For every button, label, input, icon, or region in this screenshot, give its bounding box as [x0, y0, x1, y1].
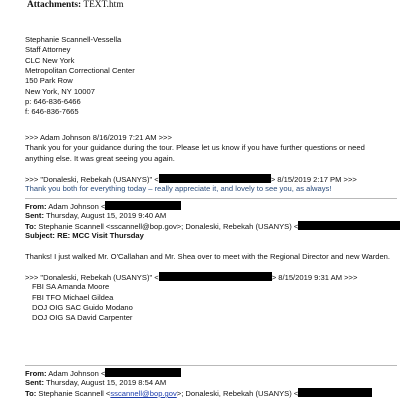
- signature-phone: p: 646-836-6466: [25, 97, 81, 106]
- signature-city: New York, NY 10007: [25, 87, 95, 96]
- reply-header-adam-johnson: >>> Adam Johnson 8/16/2019 7:21 AM >>>: [25, 133, 172, 142]
- email-sent-row: [25, 211, 166, 221]
- reply-header-end: > 8/15/2019 9:31 AM >>>: [271, 273, 358, 282]
- from-label: From:: [25, 369, 47, 378]
- from-label: From:: [25, 202, 47, 211]
- attachments-label: Attachments:: [27, 0, 82, 10]
- to-label: To:: [25, 222, 37, 231]
- signature-office: CLC New York: [25, 56, 75, 65]
- signature-title: Staff Attorney: [25, 45, 71, 54]
- attachments-filename[interactable]: TEXT.htm: [83, 0, 124, 10]
- reply-body-line-1: Thank you for your guidance during the tour. Please let us know if you have further questions or need: [25, 143, 365, 152]
- from-value: Adam Johnson <: [48, 202, 106, 211]
- signature-street: 150 Park Row: [25, 76, 73, 85]
- list-item: FBI TFO Michael Gildea: [32, 293, 114, 302]
- signature-facility: Metropolitan Correctional Center: [25, 66, 135, 75]
- to-label: To:: [25, 389, 37, 398]
- sent-label: Sent:: [25, 378, 44, 387]
- reply-body-thanks: Thank you both for everything today – really appreciate it, and lovely to see you, as always!: [25, 184, 332, 193]
- list-item: DOJ OIG SA David Carpenter: [32, 313, 133, 322]
- redaction-block: [298, 221, 400, 230]
- reply-header-start: >>> "Donaleski, Rebekah (USANYS)" <: [25, 273, 159, 282]
- redaction-block: [105, 368, 181, 377]
- to-value-start: Stephanie Scannell <: [38, 389, 111, 398]
- from-value: Adam Johnson <: [48, 369, 106, 378]
- redaction-block: [159, 272, 272, 281]
- reply-header-end: > 8/15/2019 2:17 PM >>>: [270, 175, 357, 184]
- subject-value: RE: MCC Visit Thursday: [57, 231, 144, 240]
- attachments-line: [27, 0, 124, 10]
- email-body-line: Thanks! I just walked Mr. O'Callahan and Mr. Shea over to meet with the Regional Director and new Warden.: [25, 252, 390, 261]
- subject-label: Subject:: [25, 231, 55, 240]
- message-divider: [25, 198, 397, 199]
- email-sent-row: [25, 378, 166, 388]
- list-item: FBI SA Amanda Moore: [32, 282, 110, 291]
- email-link[interactable]: sscannell@bop.gov: [110, 389, 177, 398]
- signature-fax: f: 646-836-7665: [25, 107, 79, 116]
- redaction-block: [105, 201, 181, 210]
- redaction-block: [298, 388, 372, 397]
- sent-value: Thursday, August 15, 2019 8:54 AM: [45, 378, 167, 387]
- signature-name: Stephanie Scannell-Vessella: [25, 35, 122, 44]
- to-value: Stephanie Scannell <sscannell@bop.gov>; Donaleski, Rebekah (USANYS) <: [38, 222, 299, 231]
- list-item: DOJ OIG SAC Guido Modano: [32, 303, 133, 312]
- to-value-mid: >; Donaleski, Rebekah (USANYS) <: [176, 389, 299, 398]
- reply-header-start: >>> "Donaleski, Rebekah (USANYS)" <: [25, 175, 159, 184]
- message-divider: [25, 365, 397, 366]
- sent-label: Sent:: [25, 211, 44, 220]
- email-subject-row: [25, 231, 144, 241]
- redaction-block: [159, 174, 271, 183]
- email-to-row: [25, 388, 372, 399]
- sent-value: Thursday, August 15, 2019 9:40 AM: [45, 211, 167, 220]
- reply-body-line-2: anything else. It was great seeing you again.: [25, 154, 175, 163]
